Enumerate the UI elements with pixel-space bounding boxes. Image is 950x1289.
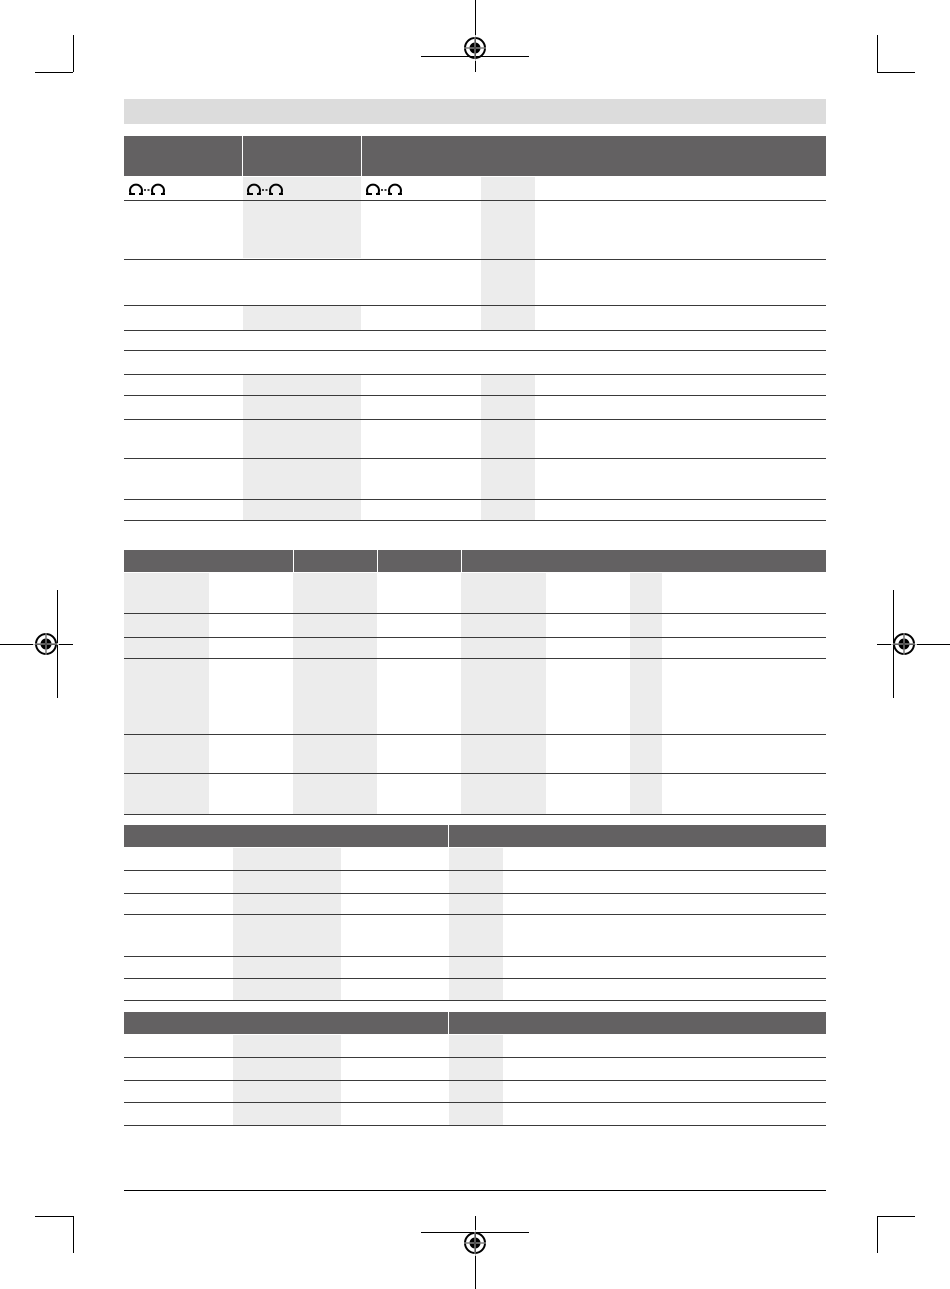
table-row	[124, 870, 826, 871]
table-3-header	[124, 825, 826, 847]
table-2-header	[124, 550, 826, 572]
table-row	[124, 259, 826, 260]
table-4-header	[124, 1012, 826, 1034]
rotation-symbol-icon	[127, 180, 167, 198]
table-row	[124, 374, 826, 375]
table-row	[124, 613, 826, 614]
table-row	[124, 1057, 826, 1058]
table-row	[124, 520, 826, 521]
table-row	[124, 978, 826, 979]
table-row	[124, 200, 826, 201]
table-1-header	[124, 136, 826, 176]
registration-mark-icon	[31, 629, 61, 659]
table-row	[124, 1000, 826, 1001]
table-row	[124, 419, 826, 420]
table-row	[124, 658, 826, 659]
table-row	[124, 305, 826, 306]
registration-mark-icon	[460, 33, 490, 63]
table-row	[124, 1080, 826, 1081]
registration-mark-icon	[460, 1228, 490, 1258]
footer-rule	[124, 1190, 826, 1191]
table-row	[124, 330, 826, 331]
table-row	[124, 773, 826, 774]
rotation-symbol-icon	[364, 180, 404, 198]
table-row	[124, 499, 826, 500]
table-row	[124, 914, 826, 915]
rotation-symbol-icon	[245, 180, 285, 198]
page-header-band	[124, 99, 826, 124]
table-row	[124, 893, 826, 894]
table-row	[124, 1102, 826, 1103]
table-row	[124, 814, 826, 815]
table-row	[124, 350, 826, 351]
table-row	[124, 458, 826, 459]
registration-mark-icon	[889, 629, 919, 659]
table-row	[124, 395, 826, 396]
table-row	[124, 956, 826, 957]
table-row	[124, 734, 826, 735]
table-row	[124, 637, 826, 638]
table-row	[124, 1125, 826, 1126]
